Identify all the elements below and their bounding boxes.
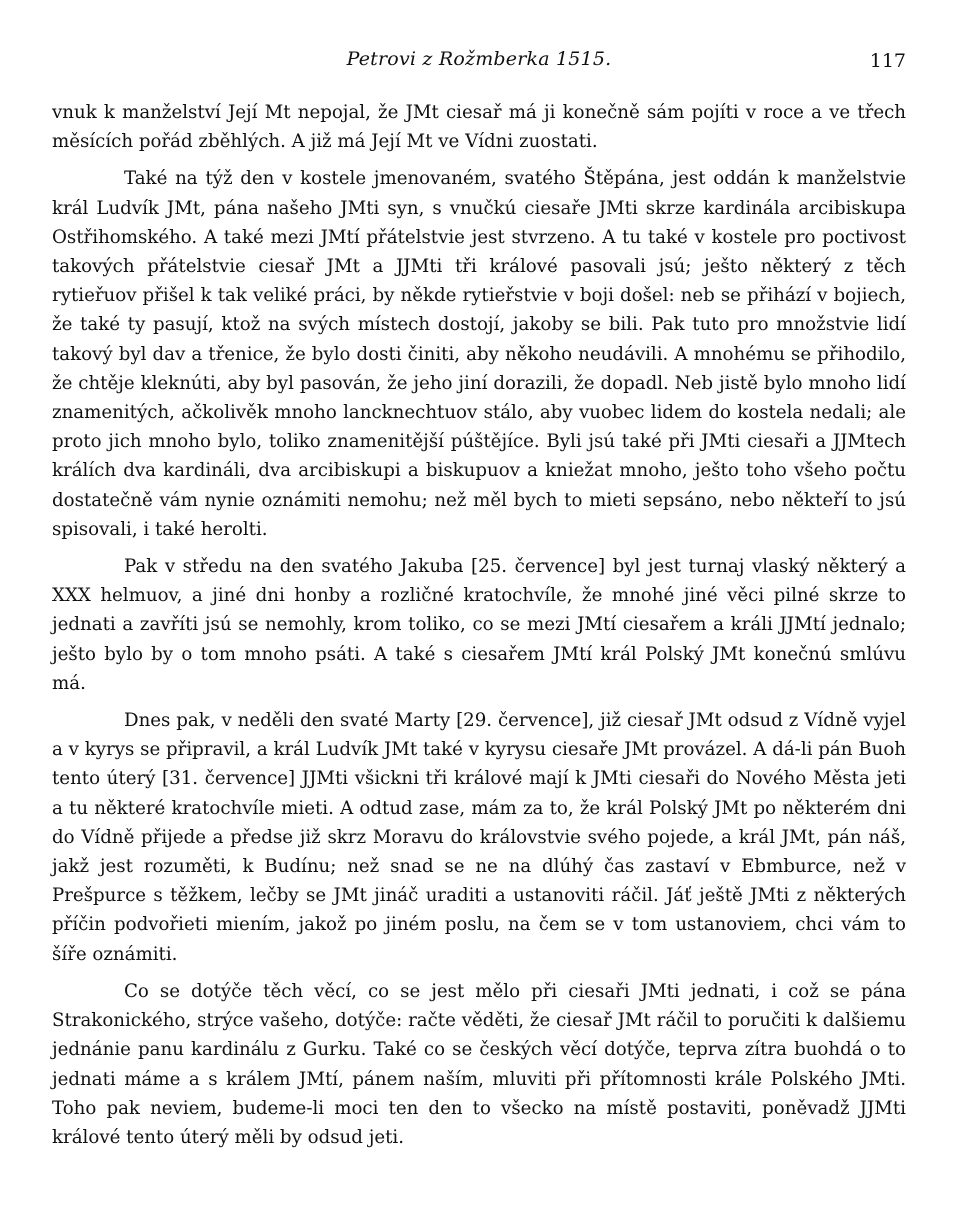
paragraph-1: vnuk k manželství Její Mt nepojal, že JMt ciesař má ji konečně sám pojíti v roce a ve třech měsících pořád zběhlých. A již má Její Mt ve Vídni zuostati. <box>52 102 906 153</box>
running-head <box>52 48 906 78</box>
paragraph-4: Dnes pak, v neděli den svaté Marty [29. července], již ciesař JMt odsud z Vídně vyjel a v kyrys se připravil, a král Ludvík JMt také v kyrysu ciesaře JMt provázel. A dá-li pán Buoh tento úterý [31. července] JJMti všickni tři králové mají k JMti ciesaři do Nového Města jeti a tu některé kratochvíle mieti. A odtud zase, mám za to, že král Polský JMt po některém dni do Vídně přijede a předse již skrz Moravu do královstvie svého pojede, a král JMt, pán náš, jakž jest rozuměti, k Budínu; než snad se ne na dlúhý čas zastaví v Ebmburce, než v Prešpurce s těžkem, lečby se JMt jináč uraditi a ustanoviti ráčil. Jáť ještě JMti z některých příčin podvořieti miením, jakož po jiném poslu, na čem se v tom ustanoviem, chci vám to šíře oznámiti. <box>52 710 906 965</box>
paragraph-5: Co se dotýče těch věcí, co se jest mělo při ciesaři JMti jednati, i což se pána Strakonického, strýce vašeho, dotýče: račte věděti, že ciesař JMt ráčil to poručiti k dalšiemu jednánie panu kardinálu z Gurku. Také co se českých věcí dotýče, teprva zítra buohdá o to jednati máme a s králem JMtí, pánem naším, mluviti při přítomnosti krále Polského JMti. Toho pak neviem, budeme-li moci ten den to všecko na místě postaviti, poněvadž JJMti králové tento úterý měli by odsud jeti. <box>52 980 906 1148</box>
paragraph-3: Pak v středu na den svatého Jakuba [25. července] byl jest turnaj vlaský některý a XXX helmuov, a jiné dni honby a rozličné kratochvíle, že mnohé jiné věci pilné skrze to jednati a zavříti jsú se nemohly, krom toliko, co se mezi JMtí ciesařem a králi JJMtí jednalo; ješto bylo by o tom mnoho psáti. A také s ciesařem JMtí král Polský JMt konečnú smlúvu má. <box>52 556 906 694</box>
running-title: Petrovi z Rožmberka 1515. <box>346 48 612 70</box>
page-number: 117 <box>869 50 906 72</box>
body-text <box>52 98 906 1152</box>
paragraph-2: Také na týž den v kostele jmenovaném, svatého Štěpána, jest oddán k manželstvie král Ludvík JMt, pána našeho JMti syn, s vnučkú ciesaře JMti skrze kardinála arcibiskupa Ostřihomského. A také mezi JMtí přátelstvie jest stvrzeno. A tu také v kostele pro poctivost takových přátelstvie ciesař JMt a JJMti tři králové pasovali jsú; ješto některý z těch rytieřuov přišel k tak veliké práci, by někde rytieřstvie v boji došel: neb se přihází v bojiech, že také ty pasují, ktož na svých místech dostojí, jakoby se bili. Pak tuto pro množstvie lidí takový byl dav a třenice, že bylo dosti činiti, aby někoho neudávili. A mnohému se přihodilo, že chtěje kleknúti, aby byl pasován, že jeho jiní dorazili, že dopadl. Neb jistě bylo mnoho lidí znamenitých, ačkolivěk mnoho lancknechtuov stálo, aby vuobec lidem do kostela nedali; ale proto jich mnoho bylo, toliko znamenitější púštějíce. Byli jsú také při JMti ciesaři a JJMtech králích dva kardináli, dva arcibiskupi a biskupuov a kniežat mnoho, ješto toho všeho počtu dostatečně vám nynie oznámiti nemohu; než měl bych to mieti sepsáno, nebo někteří to jsú spisovali, i také herolti. <box>52 168 906 540</box>
